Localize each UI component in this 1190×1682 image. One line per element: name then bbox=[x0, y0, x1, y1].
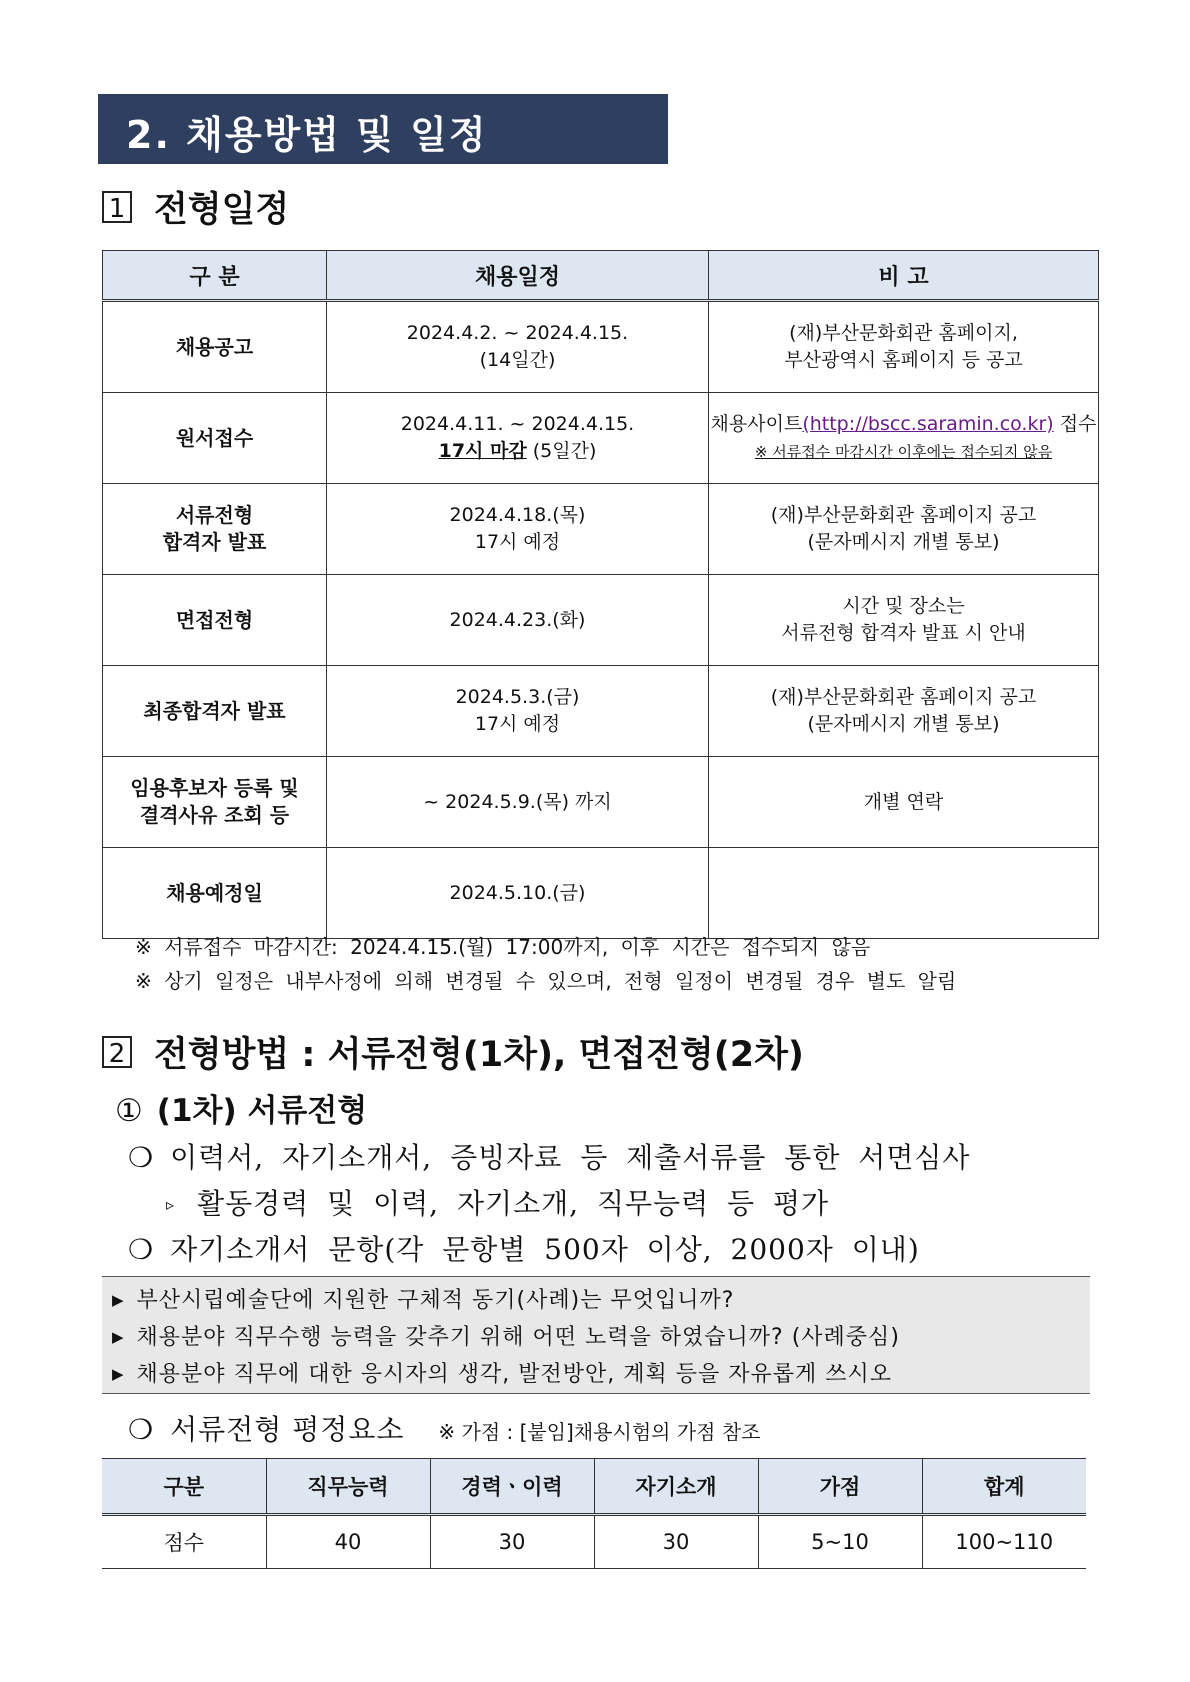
schedule-header-category: 구 분 bbox=[103, 251, 327, 301]
schedule-header-remarks: 비 고 bbox=[709, 251, 1099, 301]
row-label: 서류전형 합격자 발표 bbox=[103, 484, 327, 575]
deadline-note: ※ 서류접수 마감시간 이후에는 접수되지 않음 bbox=[754, 442, 1053, 461]
essay-question: ▶ 채용분야 직무에 대한 응시자의 생각, 발전방안, 계획 등을 자유롭게 쓰시오 bbox=[112, 1362, 893, 1387]
circle-bullet-icon: ❍ bbox=[128, 1413, 155, 1446]
table-row bbox=[103, 848, 1099, 939]
section2-title: 전형방법 : 서류전형(1차), 면접전형(2차) bbox=[154, 1035, 804, 1075]
table-row bbox=[103, 666, 1099, 757]
bullet-item: ❍ 이력서, 자기소개서, 증빙자료 등 제출서류를 통한 서면심사 bbox=[128, 1141, 971, 1174]
row-schedule: 2024.5.10.(금) bbox=[327, 848, 709, 939]
row-schedule: 2024.4.18.(목) 17시 예정 bbox=[327, 484, 709, 575]
table-row bbox=[103, 757, 1099, 848]
schedule-header-schedule: 채용일정 bbox=[327, 251, 709, 301]
score-header: 경력ㆍ이력 bbox=[430, 1459, 594, 1515]
section1-heading bbox=[102, 182, 289, 232]
essay-question: ▶ 부산시립예술단에 지원한 구체적 동기(사례)는 무엇입니까? bbox=[112, 1288, 735, 1313]
triangle-bullet-icon: ▶ bbox=[112, 1365, 125, 1383]
score-header-row bbox=[102, 1459, 1086, 1515]
sub-bullet-item: ▹ 활동경력 및 이력, 자기소개, 직무능력 등 평가 bbox=[166, 1187, 830, 1220]
row-remarks: (재)부산문화회관 홈페이지, 부산광역시 홈페이지 등 공고 bbox=[709, 301, 1099, 393]
evaluation-heading: ❍ 서류전형 평정요소 ※ 가점 : [붙임]채용시험의 가점 참조 bbox=[128, 1413, 761, 1446]
row-remarks: 개별 연락 bbox=[709, 757, 1099, 848]
schedule-note: ※ 서류접수 마감시간: 2024.4.15.(월) 17:00까지, 이후 시간은 접수되지 않음 bbox=[135, 935, 871, 959]
triangle-bullet-icon: ▶ bbox=[112, 1291, 125, 1309]
score-header: 구분 bbox=[102, 1459, 266, 1515]
section2-number: 2 bbox=[102, 1036, 132, 1068]
table-row bbox=[103, 484, 1099, 575]
section-banner: 2. 채용방법 및 일정 bbox=[98, 94, 668, 164]
row-label: 임용후보자 등록 및 결격사유 조회 등 bbox=[103, 757, 327, 848]
score-header: 합계 bbox=[922, 1459, 1086, 1515]
score-table bbox=[102, 1458, 1086, 1569]
row-schedule: 2024.4.2. ~ 2024.4.15. (14일간) bbox=[327, 301, 709, 393]
row-schedule: 2024.5.3.(금) 17시 예정 bbox=[327, 666, 709, 757]
circle-bullet-icon: ❍ bbox=[128, 1141, 155, 1174]
triangle-bullet-icon: ▹ bbox=[166, 1195, 176, 1214]
score-header: 가점 bbox=[758, 1459, 922, 1515]
score-cell: 30 bbox=[430, 1515, 594, 1569]
score-cell: 40 bbox=[266, 1515, 430, 1569]
subsection-title: (1차) 서류전형 bbox=[156, 1093, 368, 1129]
row-label: 원서접수 bbox=[103, 393, 327, 484]
score-header: 직무능력 bbox=[266, 1459, 430, 1515]
row-remarks: (재)부산문화회관 홈페이지 공고 (문자메시지 개별 통보) bbox=[709, 666, 1099, 757]
row-remarks: 시간 및 장소는 서류전형 합격자 발표 시 안내 bbox=[709, 575, 1099, 666]
schedule-note: ※ 상기 일정은 내부사정에 의해 변경될 수 있으며, 전형 일정이 변경될 경우 별도 알림 bbox=[135, 969, 957, 993]
evaluation-note: ※ 가점 : [붙임]채용시험의 가점 참조 bbox=[438, 1420, 761, 1444]
row-remarks bbox=[709, 848, 1099, 939]
row-schedule: 2024.4.23.(화) bbox=[327, 575, 709, 666]
subsection-heading bbox=[115, 1085, 367, 1130]
saramin-link[interactable]: (http://bscc.saramin.co.kr) bbox=[802, 412, 1054, 435]
row-label: 면접전형 bbox=[103, 575, 327, 666]
table-row bbox=[103, 393, 1099, 484]
score-cell: 5~10 bbox=[758, 1515, 922, 1569]
score-cell: 100~110 bbox=[922, 1515, 1086, 1569]
score-cell: 점수 bbox=[102, 1515, 266, 1569]
table-row bbox=[103, 301, 1099, 393]
subsection-number: ① bbox=[115, 1093, 143, 1129]
score-cell: 30 bbox=[594, 1515, 758, 1569]
table-row bbox=[103, 575, 1099, 666]
score-header: 자기소개 bbox=[594, 1459, 758, 1515]
row-remarks: (재)부산문화회관 홈페이지 공고 (문자메시지 개별 통보) bbox=[709, 484, 1099, 575]
circle-bullet-icon: ❍ bbox=[128, 1233, 155, 1266]
schedule-header-row bbox=[103, 251, 1099, 301]
row-label: 채용예정일 bbox=[103, 848, 327, 939]
row-label: 채용공고 bbox=[103, 301, 327, 393]
essay-question: ▶ 채용분야 직무수행 능력을 갖추기 위해 어떤 노력을 하였습니까? (사례중심) bbox=[112, 1325, 900, 1350]
row-remarks: 채용사이트(http://bscc.saramin.co.kr) 접수 ※ 서류접수 마감시간 이후에는 접수되지 않음 bbox=[709, 393, 1099, 484]
essay-questions-box bbox=[102, 1276, 1090, 1394]
row-schedule: 2024.4.11. ~ 2024.4.15. 17시 마감 (5일간) bbox=[327, 393, 709, 484]
row-label: 최종합격자 발표 bbox=[103, 666, 327, 757]
score-row bbox=[102, 1515, 1086, 1569]
row-schedule: ~ 2024.5.9.(목) 까지 bbox=[327, 757, 709, 848]
triangle-bullet-icon: ▶ bbox=[112, 1328, 125, 1346]
deadline-emphasis: 17시 마감 bbox=[438, 440, 527, 462]
schedule-notes bbox=[135, 930, 956, 998]
bullet-item: ❍ 자기소개서 문항(각 문항별 500자 이상, 2000자 이내) bbox=[128, 1233, 920, 1266]
schedule-table bbox=[102, 250, 1099, 939]
section2-heading bbox=[102, 1027, 804, 1077]
section1-title: 전형일정 bbox=[154, 190, 290, 230]
section1-number: 1 bbox=[102, 191, 132, 223]
